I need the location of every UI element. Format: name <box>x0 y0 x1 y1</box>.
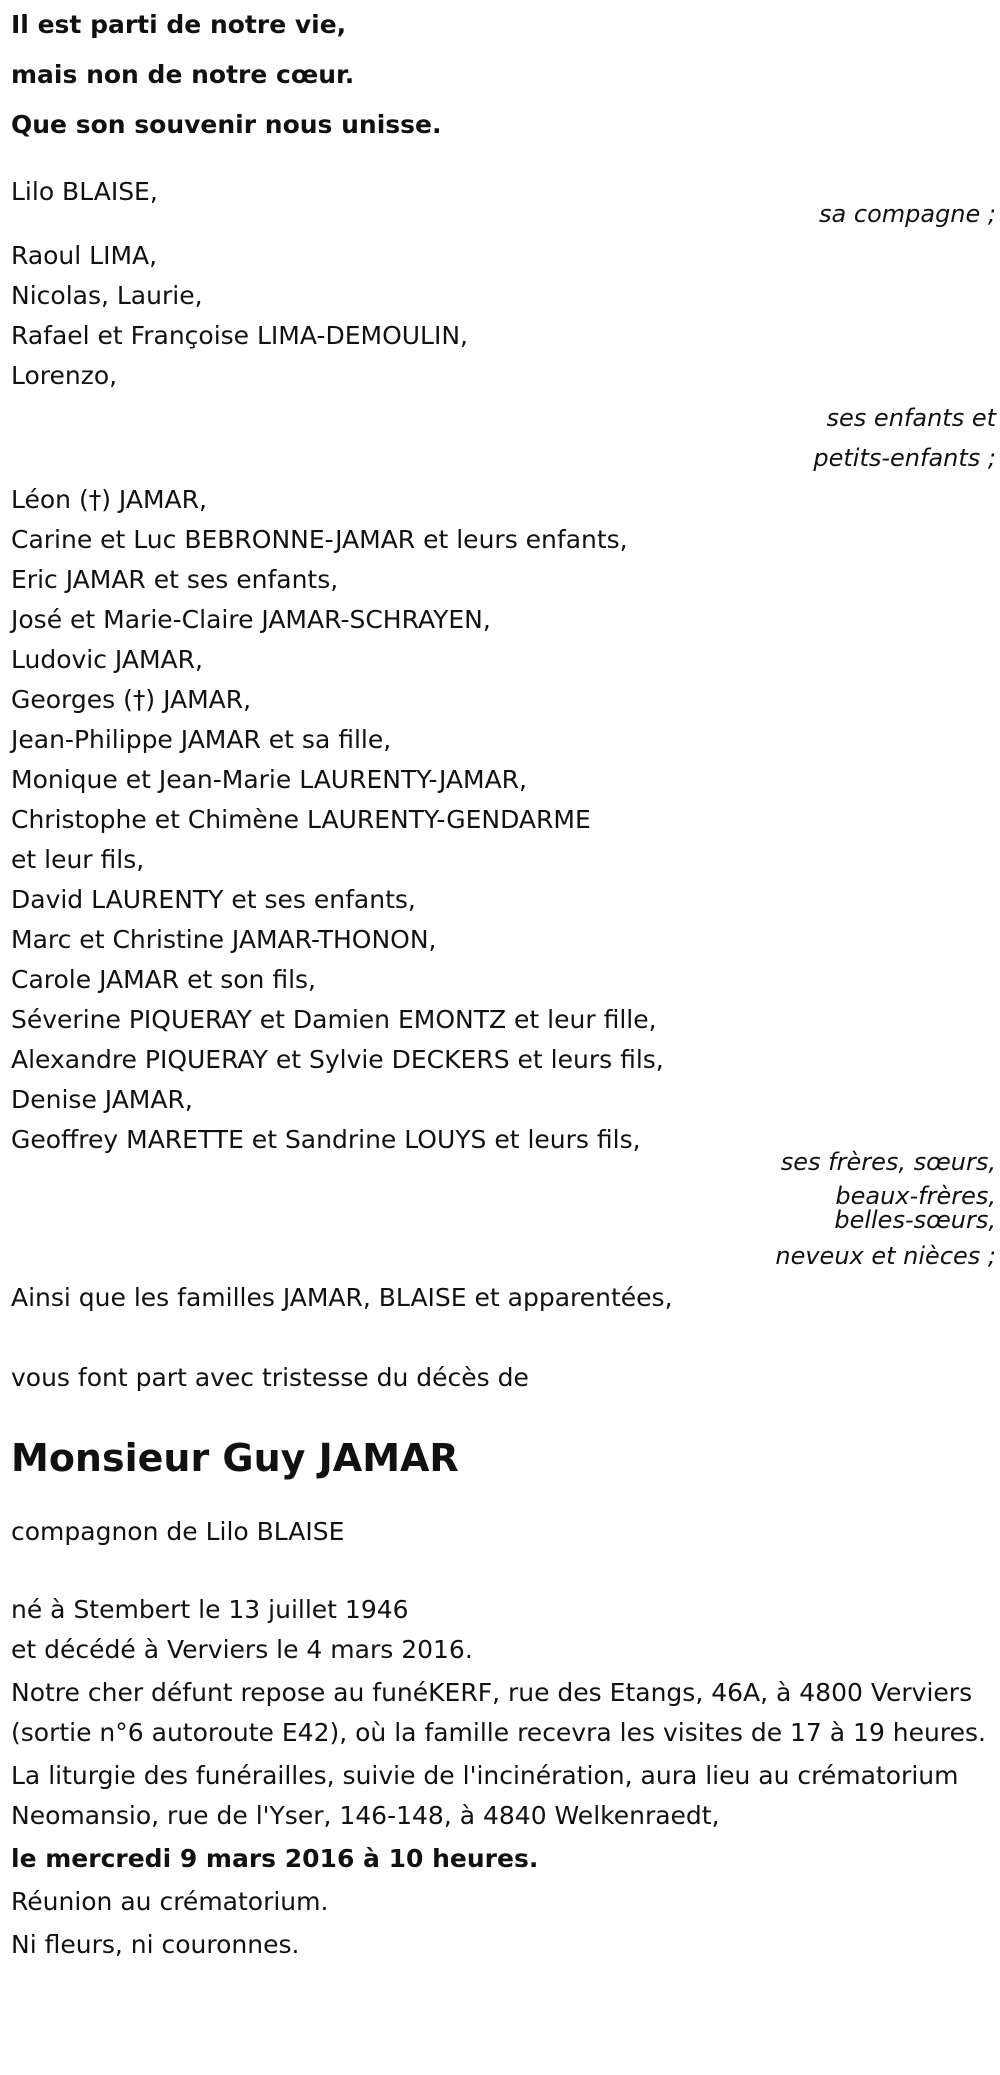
mourner-name: Jean-Philippe JAMAR et sa fille, <box>11 725 392 754</box>
liturgy-paragraph: La liturgie des funérailles, suivie de l'incinération, aura lieu au crématorium Neomansio, rue de l'Yser, 146-148, à 4840 Welkenraedt, <box>11 1761 959 1830</box>
mourner-name: Nicolas, Laurie, <box>11 281 203 310</box>
epigraph-line: Que son souvenir nous unisse. <box>11 110 442 139</box>
mourner-name: Marc et Christine JAMAR-THONON, <box>11 925 437 954</box>
epigraph <box>11 0 997 150</box>
mourner-name: David LAURENTY et ses enfants, <box>11 885 416 914</box>
mourner-name: Ludovic JAMAR, <box>11 645 203 674</box>
funeral-date-line: le mercredi 9 mars 2016 à 10 heures. <box>11 1844 539 1873</box>
repose-paragraph: Notre cher défunt repose au funéKERF, rue des Etangs, 46A, à 4800 Verviers (sortie n°6 autoroute E42), où la famille recevra les visites de 17 à 19 heures. <box>11 1678 986 1747</box>
meeting-line: Réunion au crématorium. <box>11 1887 329 1916</box>
mourner-name: Denise JAMAR, <box>11 1085 193 1114</box>
mourner-name: Raoul LIMA, <box>11 241 158 270</box>
companion-line: compagnon de Lilo BLAISE <box>11 1517 345 1546</box>
mourner-name: José et Marie-Claire JAMAR-SCHRAYEN, <box>11 605 491 634</box>
relation-label: ses enfants et <box>826 404 996 432</box>
mourner-name: Lilo BLAISE, <box>11 177 158 206</box>
deceased-name: Monsieur Guy JAMAR <box>11 1436 459 1480</box>
mourner-name: Eric JAMAR et ses enfants, <box>11 565 339 594</box>
obituary-notice <box>11 0 997 1965</box>
relation-label: sa compagne ; <box>819 200 996 228</box>
mourner-name: Monique et Jean-Marie LAURENTY-JAMAR, <box>11 765 527 794</box>
mourners-group-children <box>11 236 997 478</box>
mourner-name: Alexandre PIQUERAY et Sylvie DECKERS et leurs fils, <box>11 1045 664 1074</box>
relation-label: neveux et nièces ; <box>775 1242 996 1270</box>
mourner-name: Christophe et Chimène LAURENTY-GENDARME <box>11 805 591 834</box>
mourner-name: Léon (†) JAMAR, <box>11 485 207 514</box>
epigraph-line: mais non de notre cœur. <box>11 60 355 89</box>
mourner-name: Georges (†) JAMAR, <box>11 685 252 714</box>
birth-line: né à Stembert le 13 juillet 1946 <box>11 1595 409 1624</box>
death-line: et décédé à Verviers le 4 mars 2016. <box>11 1635 473 1664</box>
epigraph-line: Il est parti de notre vie, <box>11 10 347 39</box>
no-flowers-line: Ni fleurs, ni couronnes. <box>11 1930 300 1959</box>
mourners-group-siblings <box>11 480 997 1276</box>
mourners-group-companion <box>11 172 997 234</box>
mourner-name: et leur fils, <box>11 845 145 874</box>
mourner-name: Carole JAMAR et son fils, <box>11 965 317 994</box>
announcement-line: vous font part avec tristesse du décès de <box>11 1363 529 1392</box>
mourner-name: Geoffrey MARETTE et Sandrine LOUYS et leurs fils, <box>11 1125 641 1154</box>
mourner-name: Séverine PIQUERAY et Damien EMONTZ et leur fille, <box>11 1005 657 1034</box>
relation-label: petits-enfants ; <box>813 444 996 472</box>
mourner-name: Rafael et Françoise LIMA-DEMOULIN, <box>11 321 468 350</box>
families-line: Ainsi que les familles JAMAR, BLAISE et apparentées, <box>11 1283 673 1312</box>
mourner-name: Lorenzo, <box>11 361 118 390</box>
mourner-name: Carine et Luc BEBRONNE-JAMAR et leurs enfants, <box>11 525 628 554</box>
relation-label: belles-sœurs, <box>834 1206 996 1234</box>
relation-label: beaux-frères, <box>835 1182 996 1210</box>
relation-label: ses frères, sœurs, <box>780 1148 996 1176</box>
